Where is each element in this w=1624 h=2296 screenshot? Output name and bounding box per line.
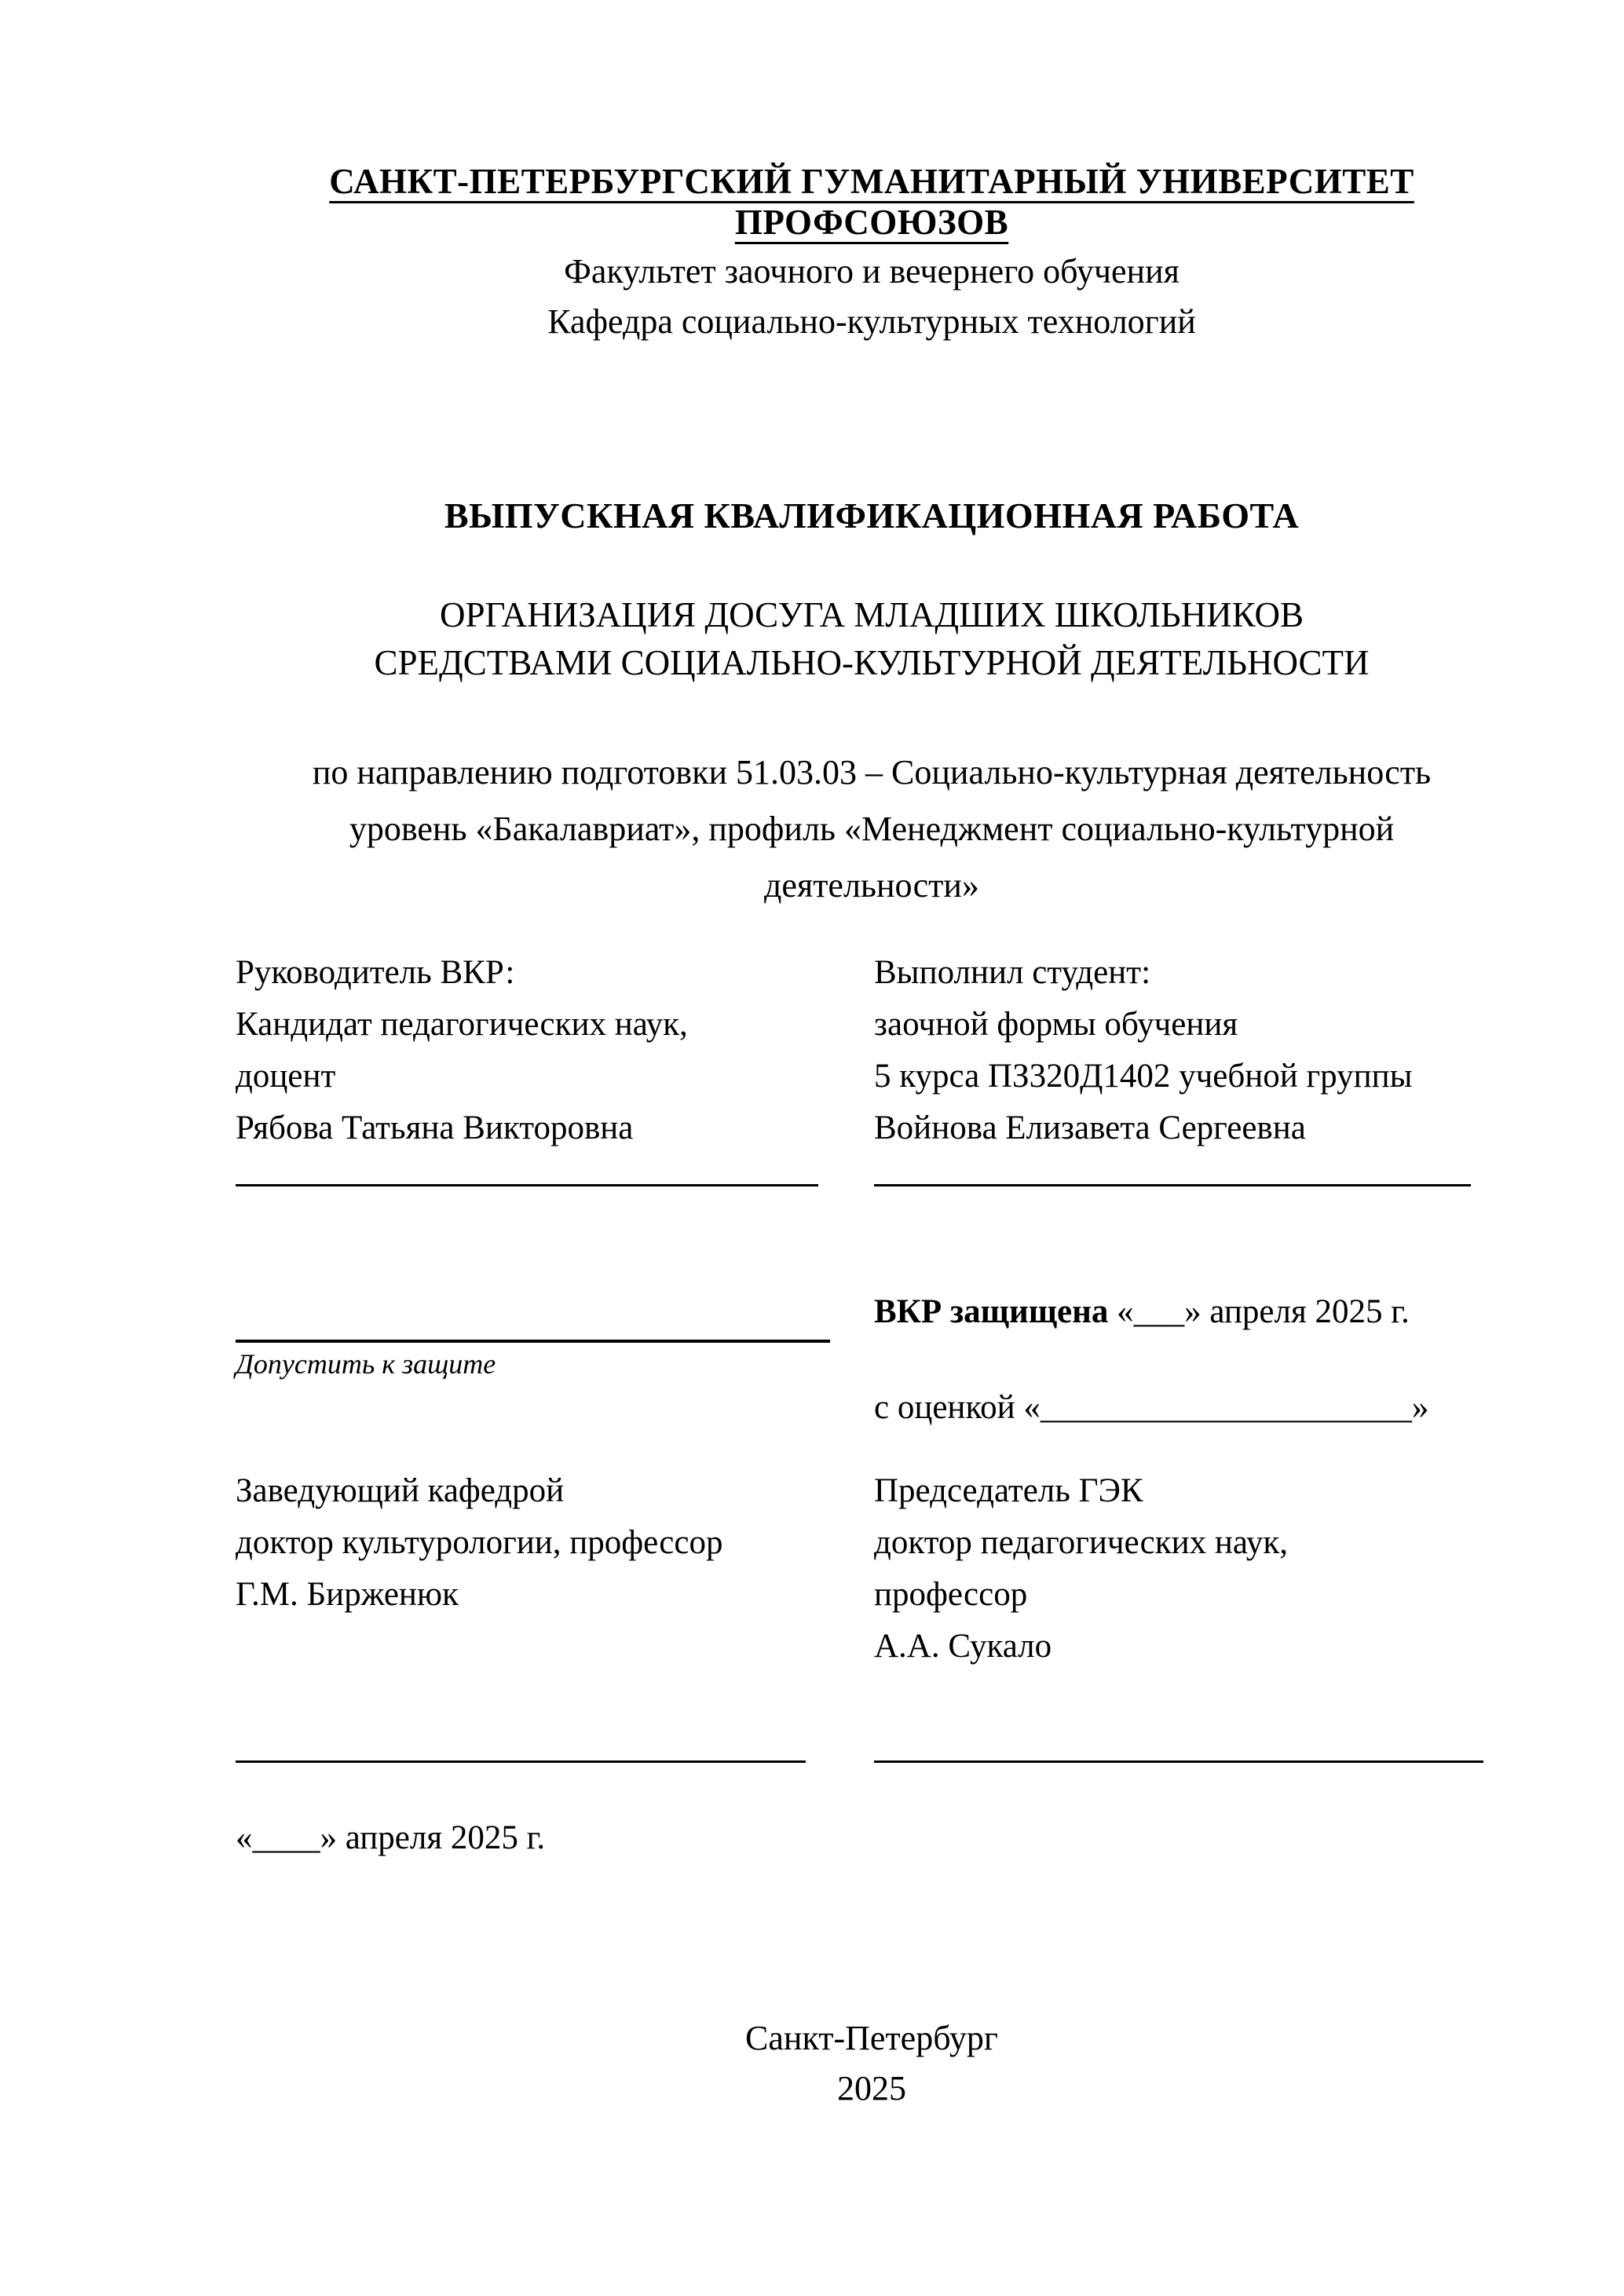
admit-note: Допустить к защите	[236, 1348, 496, 1380]
admit-rule-line	[236, 1340, 830, 1343]
supervisor-name: Рябова Татьяна Викторовна	[236, 1110, 634, 1146]
department-head-signature-line	[236, 1760, 806, 1763]
thesis-title-line1: ОРГАНИЗАЦИЯ ДОСУГА МЛАДШИХ ШКОЛЬНИКОВ	[440, 595, 1304, 634]
department-head-block	[236, 1465, 856, 1621]
defended-label: ВКР защищена	[874, 1293, 1109, 1330]
department-line: Кафедра социально-культурных технологий	[547, 302, 1196, 341]
gek-chair-degree: доктор педагогических наук,	[874, 1524, 1288, 1561]
gek-chair-block	[874, 1465, 1508, 1673]
program-line1: по направлению подготовки 51.03.03 – Социально-культурная деятельность	[312, 753, 1432, 792]
gek-chair-title: Председатель ГЭК	[874, 1472, 1143, 1509]
thesis-title-line2: СРЕДСТВАМИ СОЦИАЛЬНО-КУЛЬТУРНОЙ ДЕЯТЕЛЬНОСТИ	[374, 643, 1370, 682]
work-type-heading: ВЫПУСКНАЯ КВАЛИФИКАЦИОННАЯ РАБОТА	[444, 495, 1300, 536]
city-line: Санкт-Петербург	[745, 2019, 998, 2057]
student-label: Выполнил студент:	[874, 954, 1151, 991]
thesis-title	[236, 591, 1508, 687]
supervisor-label: Руководитель ВКР:	[236, 954, 515, 991]
gek-chair-signature-line	[874, 1760, 1483, 1763]
supervisor-signature-line	[236, 1184, 818, 1186]
program-line3: деятельности»	[764, 866, 979, 905]
defended-date: «___» апреля 2025 г.	[1108, 1293, 1410, 1330]
gek-chair-rank: профессор	[874, 1576, 1028, 1613]
supervisor-block	[236, 947, 856, 1154]
program-line2: уровень «Бакалавриат», профиль «Менеджмент социально-культурной	[349, 810, 1395, 848]
department-head-name: Г.М. Бирженюк	[236, 1576, 459, 1613]
department-head-degree: доктор культурологии, профессор	[236, 1524, 723, 1561]
student-name: Войнова Елизавета Сергеевна	[874, 1110, 1306, 1146]
gek-chair-name: А.А. Сукало	[874, 1628, 1052, 1665]
student-block	[874, 947, 1508, 1154]
university-header: САНКТ-ПЕТЕРБУРГСКИЙ ГУМАНИТАРНЫЙ УНИВЕРСИТЕТ ПРОФСОЮЗОВ	[329, 162, 1414, 242]
approval-date-line: «____» апреля 2025 г.	[236, 1819, 546, 1856]
supervisor-rank: доцент	[236, 1058, 336, 1095]
grade-line: с оценкой «______________________»	[874, 1389, 1429, 1426]
year-line: 2025	[837, 2069, 906, 2108]
student-form: заочной формы обучения	[874, 1006, 1238, 1043]
program-info	[236, 744, 1508, 914]
department-head-title: Заведующий кафедрой	[236, 1472, 565, 1509]
student-group: 5 курса ПЗ320Д1402 учебной группы	[874, 1058, 1413, 1095]
student-signature-line	[874, 1184, 1471, 1186]
faculty-line: Факультет заочного и вечернего обучения	[564, 252, 1180, 291]
supervisor-degree: Кандидат педагогических наук,	[236, 1006, 688, 1043]
defended-line	[874, 1292, 1508, 1331]
page-content	[236, 0, 1508, 2296]
